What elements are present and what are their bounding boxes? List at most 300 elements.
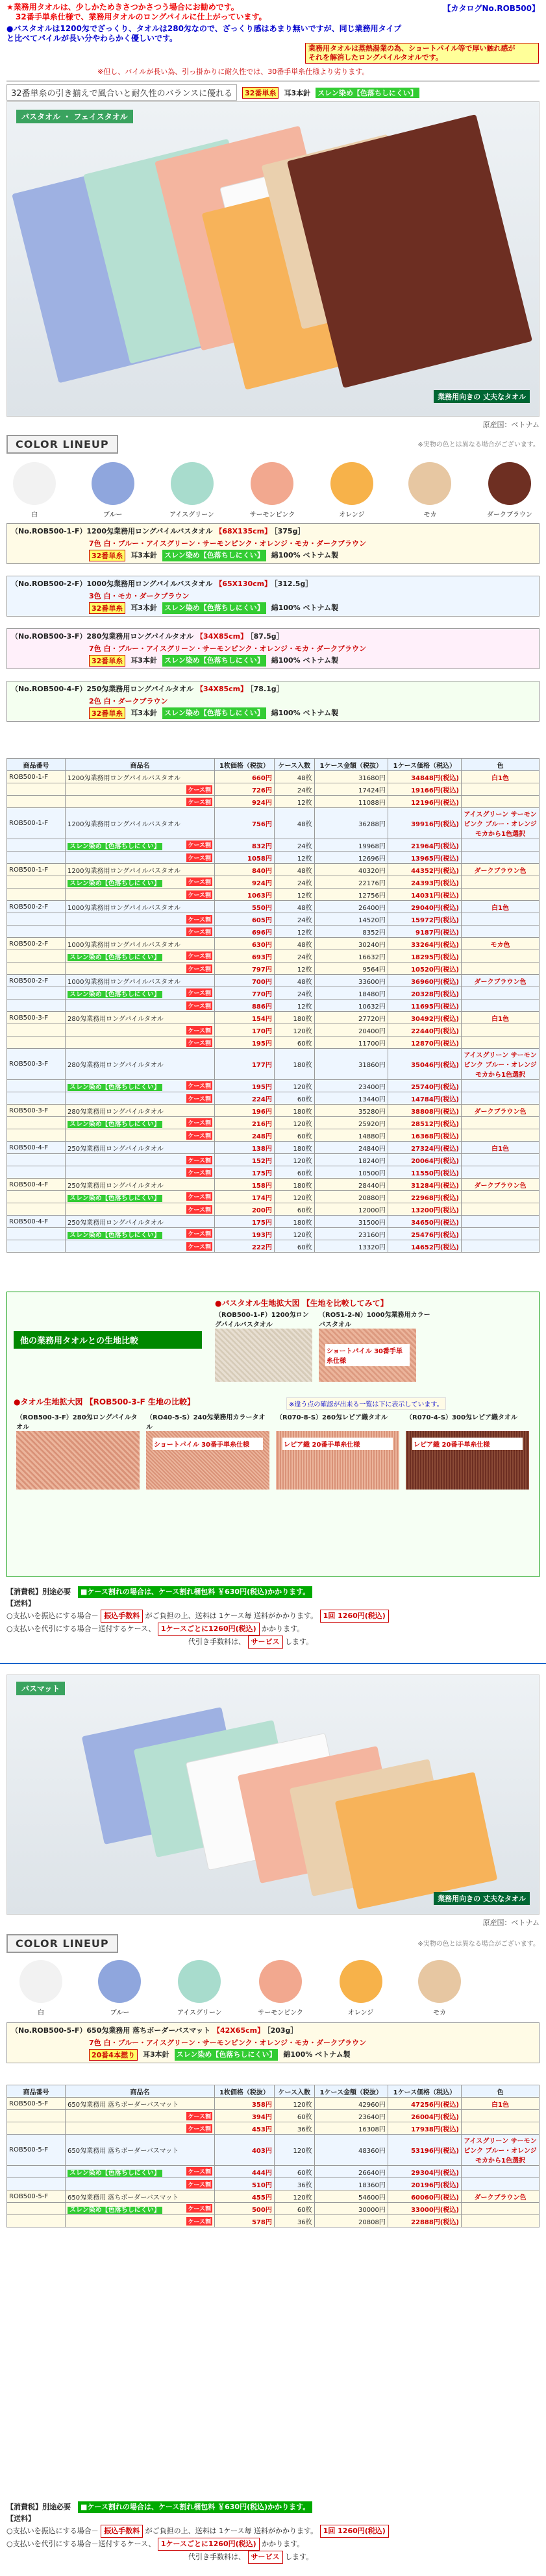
row-case-total: 29040円(税込) — [388, 901, 461, 913]
row-name — [66, 1037, 215, 1049]
row-unit-price: 152円 — [215, 1154, 275, 1166]
color-swatch — [259, 1960, 302, 2003]
row-unit-price: 358円 — [215, 2098, 275, 2110]
product-spec-box — [6, 2022, 540, 2063]
table-header: 1枚価格（税抜） — [215, 2085, 275, 2098]
row-name-text: 280匁業務用ロングパイルタオル — [68, 1015, 164, 1023]
case-split-tag: ケース割 — [186, 1192, 212, 1201]
row-code — [7, 1154, 66, 1166]
color-swatch — [171, 462, 214, 505]
row-name — [66, 808, 215, 839]
fabric-t3 — [276, 1431, 399, 1490]
row-case-price: 26400円 — [314, 901, 388, 913]
header-note-3: ●バスタオルは1200匁でざっくり、タオルは280匁なので、ざっくり感はあまり無いですが、同じ業務用タイプ — [6, 24, 402, 33]
row-code — [7, 2203, 66, 2215]
row-unit-price: 605円 — [215, 913, 275, 926]
row-case-total: 33000円(税込) — [388, 2203, 461, 2215]
row-case-qty: 60枚 — [274, 2166, 314, 2178]
row-case-total: 34650円(税込) — [388, 1216, 461, 1228]
row-case-qty: 12枚 — [274, 963, 314, 975]
row-case-total: 22888円(税込) — [388, 2215, 461, 2227]
row-name — [66, 975, 215, 987]
color-swatch-label: 白 — [31, 511, 38, 519]
row-unit-price: 924円 — [215, 796, 275, 808]
table-row — [7, 864, 540, 876]
row-name-text: 250匁業務用ロングパイルタオル — [68, 1182, 164, 1190]
badge-yarn: 32番単糸 — [89, 655, 125, 667]
row-color — [462, 2178, 540, 2190]
color-swatch — [178, 1960, 221, 2003]
row-case-price: 18360円 — [314, 2178, 388, 2190]
color-swatch-label: ブルー — [103, 511, 123, 519]
row-case-qty: 60枚 — [274, 1092, 314, 1105]
row-name-text: スレン染め【色落ちしにくい】 — [68, 880, 162, 887]
row-code: ROB500-5-F — [7, 2098, 66, 2110]
row-case-total: 11695円(税込) — [388, 1000, 461, 1012]
color-swatch-item — [98, 1960, 141, 2017]
row-case-price: 31860円 — [314, 1049, 388, 1080]
row-case-qty: 48枚 — [274, 864, 314, 876]
fabric-closeup-1 — [215, 1329, 312, 1382]
product-badge-row — [11, 655, 535, 667]
row-name — [66, 2098, 215, 2110]
row-case-qty: 24枚 — [274, 876, 314, 889]
feature-callout-1: 業務用タオルは蒸熱湯業の為、ショートパイル等で厚い触れ感が — [308, 44, 515, 53]
fabric-t1 — [16, 1431, 140, 1490]
row-unit-price: 453円 — [215, 2122, 275, 2135]
cod-desc-2: かかります。 — [262, 2540, 304, 2548]
cod-service-pill-1: サービス — [248, 1636, 283, 1649]
row-color — [462, 796, 540, 808]
badge-edge: 耳3本針 — [130, 604, 157, 612]
product-size: 【65X130cm】 — [215, 580, 272, 588]
product-spec-title-row — [11, 631, 535, 641]
case-split-2: ■ケース割れの場合は、ケース割れ梱包料 ￥630円(税込)かかります。 — [78, 2501, 312, 2513]
row-code: ROB500-1-F — [7, 808, 66, 839]
table-row — [7, 1049, 540, 1080]
color-swatch-label: モカ — [432, 2009, 446, 2017]
table-header: 色 — [462, 759, 540, 771]
row-case-qty: 60枚 — [274, 1203, 314, 1216]
row-unit-price: 224円 — [215, 1092, 275, 1105]
table-row — [7, 876, 540, 889]
badge-edge: 耳3本針 — [130, 656, 157, 665]
row-unit-price: 700円 — [215, 975, 275, 987]
row-unit-price: 832円 — [215, 839, 275, 852]
table-row — [7, 1080, 540, 1092]
row-name — [66, 950, 215, 963]
case-split-tag: ケース割 — [186, 1242, 212, 1251]
section-divider — [0, 1663, 546, 1664]
row-case-qty: 180枚 — [274, 1216, 314, 1228]
row-unit-price: 174円 — [215, 1191, 275, 1203]
table-header-row — [7, 2085, 540, 2098]
row-case-total: 38808円(税込) — [388, 1105, 461, 1117]
row-name — [66, 1154, 215, 1166]
product-color-row: 2色 白・ダークブラウン — [89, 697, 168, 705]
product-size: 【34X85cm】 — [196, 685, 248, 693]
table-header: 1ケース金額（税抜） — [314, 2085, 388, 2098]
product-weight: ［203g］ — [267, 2026, 298, 2035]
color-lineup-2 — [19, 1960, 461, 2017]
color-swatch-item — [408, 462, 451, 519]
table-row — [7, 1024, 540, 1037]
table-row — [7, 2203, 540, 2215]
row-code: ROB500-2-F — [7, 901, 66, 913]
color-swatch-label: モカ — [423, 511, 437, 519]
row-case-qty: 120枚 — [274, 2098, 314, 2110]
row-case-price: 40320円 — [314, 864, 388, 876]
color-swatch-item — [340, 1960, 382, 2017]
table-row — [7, 2098, 540, 2110]
header-note-1: ★業務用タオルは、少しかためきさつかさつう場合にお勧めです。 — [6, 3, 239, 12]
row-color — [462, 1037, 540, 1049]
table-row — [7, 1166, 540, 1179]
row-case-price: 11700円 — [314, 1037, 388, 1049]
row-code: ROB500-1-F — [7, 771, 66, 783]
color-lineup-title: COLOR LINEUP — [6, 435, 118, 454]
row-case-qty: 60枚 — [274, 2203, 314, 2215]
row-unit-price: 222円 — [215, 1240, 275, 1253]
product-code: （No.ROB500-1-F）1200匁業務用ロングパイルバスタオル — [11, 527, 213, 535]
row-name — [66, 876, 215, 889]
color-swatch-item — [418, 1960, 461, 2017]
product-spec-box — [6, 523, 540, 564]
fabric-closeup-2 — [319, 1329, 416, 1382]
table-header: 1枚価格（税抜） — [215, 759, 275, 771]
row-unit-price: 175円 — [215, 1216, 275, 1228]
row-case-qty: 120枚 — [274, 1154, 314, 1166]
row-color: アイスグリーン サーモンピンク ブルー・オレンジ モカから1色選択 — [462, 1049, 540, 1080]
case-split-tag: ケース割 — [186, 890, 212, 899]
row-code — [7, 926, 66, 938]
row-unit-price: 660円 — [215, 771, 275, 783]
row-name-text: スレン染め【色落ちしにくい】 — [68, 1195, 162, 1202]
product-weight: ［87.5g］ — [250, 632, 284, 641]
case-split-tag: ケース割 — [186, 2112, 212, 2120]
row-case-qty: 24枚 — [274, 783, 314, 796]
table-row — [7, 2110, 540, 2122]
row-unit-price: 216円 — [215, 1117, 275, 1129]
row-name — [66, 2110, 215, 2122]
color-lineup-note-2: ※実物の色とは異なる場合がございます。 — [417, 1941, 540, 1948]
color-swatch-label: サーモンピンク — [258, 2009, 304, 2017]
row-code — [7, 1117, 66, 1129]
row-name-text: スレン染め【色落ちしにくい】 — [68, 1084, 162, 1091]
compare-l2-note: ショートパイル 30番手単糸仕様 — [325, 1344, 410, 1366]
table-row — [7, 2135, 540, 2166]
row-color: ダークブラウン色 — [462, 864, 540, 876]
row-case-total: 10520円(税込) — [388, 963, 461, 975]
table-row — [7, 926, 540, 938]
compare-section — [6, 1292, 540, 1577]
row-case-qty: 120枚 — [274, 1117, 314, 1129]
row-case-total: 29304円(税込) — [388, 2166, 461, 2178]
row-case-total: 19166円(税込) — [388, 783, 461, 796]
row-case-total: 14652円(税込) — [388, 1240, 461, 1253]
row-code — [7, 950, 66, 963]
row-color — [462, 1129, 540, 1142]
row-color — [462, 1228, 540, 1240]
compare-l2: （RO51-2-N）1000匁業務用カラーバスタオル — [319, 1312, 430, 1329]
row-name — [66, 963, 215, 975]
row-color: モカ色 — [462, 938, 540, 950]
badge-dye: スレン染め【色落ちしにくい】 — [162, 550, 266, 561]
row-case-total: 25476円(税込) — [388, 1228, 461, 1240]
row-color: アイスグリーン サーモンピンク ブルー・オレンジ モカから1色選択 — [462, 2135, 540, 2166]
row-case-qty: 24枚 — [274, 950, 314, 963]
row-name-text: 1200匁業務用ロングパイルバスタオル — [68, 774, 180, 782]
compare-t2-note: ショートパイル 30番手単糸仕様 — [153, 1438, 263, 1450]
row-case-price: 16632円 — [314, 950, 388, 963]
row-case-total: 47256円(税込) — [388, 2098, 461, 2110]
color-swatch-label: サーモンピンク — [249, 511, 295, 519]
case-split-tag: ケース割 — [186, 798, 212, 806]
row-case-price: 16308円 — [314, 2122, 388, 2135]
row-code: ROB500-2-F — [7, 938, 66, 950]
case-split-tag: ケース割 — [186, 1001, 212, 1010]
row-code: ROB500-4-F — [7, 1179, 66, 1191]
row-case-price: 18480円 — [314, 987, 388, 1000]
row-code: ROB500-2-F — [7, 975, 66, 987]
bank-fee-2: 振込手数料 — [101, 2525, 143, 2538]
badge-32: 32番単糸 — [242, 87, 279, 99]
row-color — [462, 926, 540, 938]
case-split-tag: ケース割 — [186, 1094, 212, 1103]
color-swatch-item — [258, 1960, 303, 2017]
bank-2: ○支払いを振込にする場合－ — [6, 2527, 99, 2535]
table-header: 商品番号 — [7, 2085, 66, 2098]
row-color — [462, 1203, 540, 1216]
row-case-price: 22176円 — [314, 876, 388, 889]
row-case-qty: 12枚 — [274, 852, 314, 864]
product-weight: ［78.1g］ — [250, 685, 284, 693]
row-name — [66, 1049, 215, 1080]
table-row — [7, 1240, 540, 1253]
slogan-row — [6, 84, 419, 101]
row-unit-price: 154円 — [215, 1012, 275, 1024]
cod-fee-1: 1ケースごとに1260円(税込) — [158, 1623, 260, 1636]
badge-edge: 耳3本針 — [142, 2050, 169, 2059]
row-code — [7, 839, 66, 852]
compare-t3-note: レピア織 20番手単糸仕様 — [282, 1438, 393, 1450]
row-case-qty: 36枚 — [274, 2178, 314, 2190]
row-case-total: 14784円(税込) — [388, 1092, 461, 1105]
row-color — [462, 852, 540, 864]
case-split-tag: ケース割 — [186, 785, 212, 794]
row-case-qty: 180枚 — [274, 1142, 314, 1154]
row-unit-price: 756円 — [215, 808, 275, 839]
row-case-total: 31284円(税込) — [388, 1179, 461, 1191]
table-row — [7, 1000, 540, 1012]
row-name — [66, 1203, 215, 1216]
compare-t3: （R070-8-S）260匁レピア織タオル — [276, 1414, 388, 1421]
row-code — [7, 1080, 66, 1092]
badge-suren: スレン染め【色落ちしにくい】 — [316, 88, 419, 98]
row-code — [7, 2110, 66, 2122]
row-name-text: スレン染め【色落ちしにくい】 — [68, 843, 162, 850]
row-case-price: 14520円 — [314, 913, 388, 926]
row-name — [66, 771, 215, 783]
row-case-qty: 180枚 — [274, 1179, 314, 1191]
case-split-tag: ケース割 — [186, 1118, 212, 1127]
badge-dye: スレン染め【色落ちしにくい】 — [162, 707, 266, 719]
compare-cap2-b: 【ROB500-3-F 生地の比較】 — [85, 1397, 195, 1406]
row-color — [462, 2166, 540, 2178]
shipping-label-1: 【送料】 — [6, 1599, 35, 1608]
row-case-price: 23400円 — [314, 1080, 388, 1092]
case-split-tag: ケース割 — [186, 927, 212, 936]
row-color: ダークブラウン色 — [462, 2190, 540, 2203]
row-case-qty: 48枚 — [274, 975, 314, 987]
case-split-tag: ケース割 — [186, 951, 212, 960]
row-unit-price: 840円 — [215, 864, 275, 876]
product-spec-title-row — [11, 2025, 535, 2035]
row-case-qty: 12枚 — [274, 796, 314, 808]
color-swatch-item — [330, 462, 373, 519]
badge-yarn: 32番単糸 — [89, 707, 125, 719]
row-case-qty: 12枚 — [274, 1000, 314, 1012]
product-spec-title-row — [11, 526, 535, 536]
divider — [6, 80, 540, 82]
row-unit-price: 394円 — [215, 2110, 275, 2122]
row-case-qty: 180枚 — [274, 1049, 314, 1080]
row-name — [66, 2190, 215, 2203]
price-table-2 — [6, 2085, 540, 2227]
row-code — [7, 1000, 66, 1012]
color-swatch — [92, 462, 134, 505]
color-swatch — [340, 1960, 382, 2003]
row-name — [66, 1191, 215, 1203]
bank-amount-2: 1回 1260円(税込) — [320, 2525, 389, 2538]
row-color — [462, 2110, 540, 2122]
case-split-tag: ケース割 — [186, 988, 212, 997]
product-spec-box — [6, 681, 540, 722]
row-name — [66, 783, 215, 796]
row-case-price: 20808円 — [314, 2215, 388, 2227]
row-case-total: 15972円(税込) — [388, 913, 461, 926]
photo-caption-1: 業務用向きの 丈夫なタオル — [434, 390, 530, 403]
row-code: ROB500-3-F — [7, 1012, 66, 1024]
color-swatch-item — [92, 462, 134, 519]
color-lineup-title-2: COLOR LINEUP — [6, 1934, 118, 1953]
color-swatch-label: オレンジ — [347, 2009, 374, 2017]
product-photo-2 — [6, 1674, 540, 1915]
case-split-tag: ケース割 — [186, 2180, 212, 2189]
row-name-text: スレン染め【色落ちしにくい】 — [68, 991, 162, 998]
compare-t1: （ROB500-3-F）280匁ロングパイルタオル — [16, 1414, 138, 1431]
row-unit-price: 403円 — [215, 2135, 275, 2166]
row-name-text: 1200匁業務用ロングパイルバスタオル — [68, 821, 180, 828]
product-spec-box — [6, 628, 540, 669]
row-case-price: 9564円 — [314, 963, 388, 975]
case-split-tag: ケース割 — [186, 2204, 212, 2213]
table-row — [7, 2215, 540, 2227]
bank-fee-1: 振込手数料 — [101, 1610, 143, 1623]
row-case-qty: 36枚 — [274, 2122, 314, 2135]
row-name — [66, 796, 215, 808]
row-case-total: 13965円(税込) — [388, 852, 461, 864]
row-case-qty: 180枚 — [274, 1105, 314, 1117]
row-case-total: 36960円(税込) — [388, 975, 461, 987]
case-split-tag: ケース割 — [186, 1156, 212, 1164]
row-case-total: 17938円(税込) — [388, 2122, 461, 2135]
row-case-qty: 60枚 — [274, 1166, 314, 1179]
color-swatch — [408, 462, 451, 505]
row-name-text: スレン染め【色落ちしにくい】 — [68, 954, 162, 961]
row-case-qty: 60枚 — [274, 1129, 314, 1142]
row-color: 白1色 — [462, 1142, 540, 1154]
color-swatch-label: アイスグリーン — [177, 2009, 222, 2017]
shipping-1 — [6, 1586, 540, 1649]
table-header: 商品番号 — [7, 759, 66, 771]
badge-edge: 耳3本針 — [130, 709, 157, 717]
price-table-2-wrap — [6, 2085, 540, 2227]
row-case-total: 44352円(税込) — [388, 864, 461, 876]
table-row — [7, 938, 540, 950]
row-unit-price: 693円 — [215, 950, 275, 963]
row-unit-price: 924円 — [215, 876, 275, 889]
row-unit-price: 195円 — [215, 1080, 275, 1092]
compare-head: 他の業務用タオルとの生地比較 — [14, 1331, 202, 1349]
table-row — [7, 2122, 540, 2135]
row-color — [462, 876, 540, 889]
row-case-total: 22440円(税込) — [388, 1024, 461, 1037]
row-name — [66, 864, 215, 876]
row-code — [7, 1037, 66, 1049]
catalog-number: 【カタログNo.ROB500】 — [443, 4, 540, 13]
product-spec-title-row — [11, 578, 535, 589]
row-case-total: 24393円(税込) — [388, 876, 461, 889]
product-code: （No.ROB500-5-F）650匁業務用 落ちボーダーバスマット — [11, 2026, 210, 2035]
row-name-text: 1000匁業務用ロングパイルバスタオル — [68, 978, 180, 986]
row-case-qty: 120枚 — [274, 2190, 314, 2203]
table-row — [7, 1105, 540, 1117]
row-name — [66, 2203, 215, 2215]
row-unit-price: 696円 — [215, 926, 275, 938]
header-note-7: ※但し、パイルが長い為、引っ掛かりに耐久性では、30番手単糸仕様より劣ります。 — [97, 67, 369, 76]
table-row — [7, 1179, 540, 1191]
row-name-text: 1000匁業務用ロングパイルバスタオル — [68, 941, 180, 949]
row-case-price: 10500円 — [314, 1166, 388, 1179]
origin-2: 原産国：ベトナム — [482, 1919, 540, 1927]
row-code — [7, 2122, 66, 2135]
row-code — [7, 1092, 66, 1105]
table-row — [7, 852, 540, 864]
shipping-2 — [6, 2501, 540, 2564]
compare-l1: （ROB500-1-F）1200匁ロングパイルバスタオル — [215, 1312, 309, 1329]
feature-callout-2: それを解消したロングパイルタオルです。 — [308, 53, 443, 62]
case-split-tag: ケース割 — [186, 964, 212, 973]
table-header: 色 — [462, 2085, 540, 2098]
color-swatch-item — [169, 462, 214, 519]
row-unit-price: 630円 — [215, 938, 275, 950]
row-code: ROB500-4-F — [7, 1216, 66, 1228]
photo-caption-2: 業務用向きの 丈夫なタオル — [434, 1892, 530, 1905]
row-unit-price: 1063円 — [215, 889, 275, 901]
row-color — [462, 889, 540, 901]
tax-2: 【消費税】別途必要 — [6, 2503, 71, 2511]
color-lineup-note: ※実物の色とは異なる場合がございます。 — [417, 441, 540, 448]
row-name — [66, 1166, 215, 1179]
table-row — [7, 2190, 540, 2203]
row-case-price: 23160円 — [314, 1228, 388, 1240]
row-color — [462, 2122, 540, 2135]
table-row — [7, 808, 540, 839]
product-spec-2 — [6, 2022, 540, 2075]
row-unit-price: 158円 — [215, 1179, 275, 1191]
row-case-price: 31680円 — [314, 771, 388, 783]
